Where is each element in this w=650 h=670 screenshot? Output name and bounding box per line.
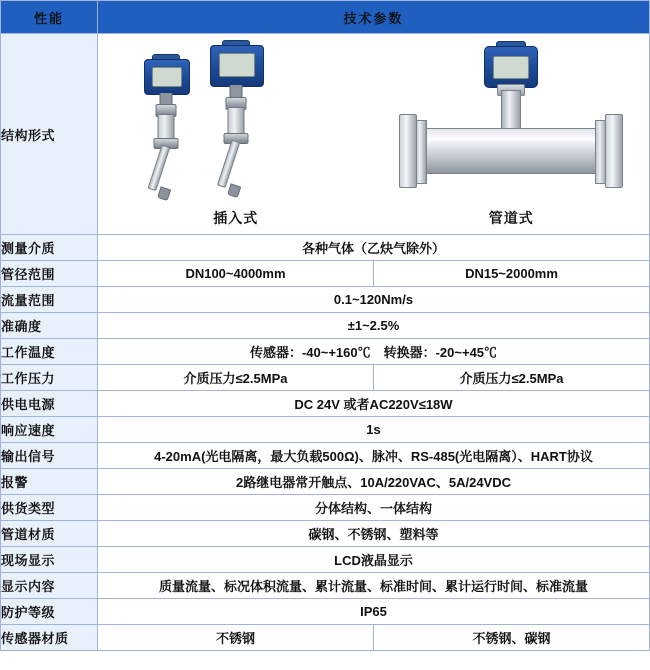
table-row-structure (1, 34, 650, 235)
insertion-type-figure (98, 34, 374, 234)
row-value-accuracy: ±1~2.5% (98, 313, 650, 339)
row-value-sensor-material-right: 不锈钢、碳钢 (374, 625, 650, 651)
header-technical-parameters: 技术参数 (98, 1, 650, 34)
row-label-pipe-diameter: 管径范围 (1, 261, 98, 287)
insertion-probe-1-icon (136, 52, 196, 202)
table-row (1, 261, 650, 287)
table-row (1, 235, 650, 261)
table-row (1, 417, 650, 443)
table-body (1, 1, 650, 651)
table-row (1, 521, 650, 547)
table-row (1, 625, 650, 651)
pipe-flowmeter-icon (391, 40, 631, 200)
row-label-supply-type: 供货类型 (1, 495, 98, 521)
row-value-protection-grade: IP65 (98, 599, 650, 625)
table-row (1, 339, 650, 365)
row-value-display-content: 质量流量、标况体积流量、累计流量、标准时间、累计运行时间、标准流量 (98, 573, 650, 599)
row-label-output-signal: 输出信号 (1, 443, 98, 469)
table-row (1, 443, 650, 469)
row-label-working-temperature: 工作温度 (1, 339, 98, 365)
row-label-sensor-material: 传感器材质 (1, 625, 98, 651)
row-label-flow-range: 流量范围 (1, 287, 98, 313)
table-row (1, 495, 650, 521)
table-row (1, 365, 650, 391)
row-value-sensor-material-left: 不锈钢 (98, 625, 374, 651)
row-value-supply-type: 分体结构、一体结构 (98, 495, 650, 521)
row-value-flow-range: 0.1~120Nm/s (98, 287, 650, 313)
row-value-power-supply: DC 24V 或者AC220V≤18W (98, 391, 650, 417)
insertion-probe-2-icon (202, 40, 270, 202)
table-header-row (1, 1, 650, 34)
row-value-medium: 各种气体（乙炔气除外） (98, 235, 650, 261)
table-row (1, 547, 650, 573)
structure-images-cell (98, 34, 650, 235)
table-row (1, 469, 650, 495)
insertion-type-caption: 插入式 (213, 210, 259, 226)
row-value-output-signal: 4-20mA(光电隔离，最大负载500Ω)、脉冲、RS-485(光电隔离）、HART协议 (98, 443, 650, 469)
insertion-type-artwork (98, 40, 374, 208)
row-label-display-content: 显示内容 (1, 573, 98, 599)
row-value-working-temperature: 传感器：-40~+160℃ 转换器：-20~+45℃ (98, 339, 650, 365)
row-label-protection-grade: 防护等级 (1, 599, 98, 625)
table-row (1, 573, 650, 599)
row-value-pipe-material: 碳钢、不锈钢、塑料等 (98, 521, 650, 547)
table-row (1, 391, 650, 417)
table-row (1, 599, 650, 625)
row-label-medium: 测量介质 (1, 235, 98, 261)
row-value-alarm: 2路继电器常开触点、10A/220VAC、5A/24VDC (98, 469, 650, 495)
pipe-type-caption: 管道式 (488, 210, 534, 226)
header-performance: 性能 (1, 1, 98, 34)
row-label-working-pressure: 工作压力 (1, 365, 98, 391)
row-value-working-pressure-left: 介质压力≤2.5MPa (98, 365, 374, 391)
row-value-pipe-diameter-left: DN100~4000mm (98, 261, 374, 287)
structure-images (98, 34, 649, 234)
row-label-structure: 结构形式 (1, 34, 98, 235)
pipe-type-figure (374, 34, 650, 234)
row-value-local-display: LCD液晶显示 (98, 547, 650, 573)
table-row (1, 287, 650, 313)
row-label-pipe-material: 管道材质 (1, 521, 98, 547)
row-label-accuracy: 准确度 (1, 313, 98, 339)
row-value-response-speed: 1s (98, 417, 650, 443)
row-value-working-pressure-right: 介质压力≤2.5MPa (374, 365, 650, 391)
table-row (1, 313, 650, 339)
row-label-local-display: 现场显示 (1, 547, 98, 573)
row-label-power-supply: 供电电源 (1, 391, 98, 417)
row-value-pipe-diameter-right: DN15~2000mm (374, 261, 650, 287)
pipe-type-artwork (374, 40, 650, 208)
row-label-alarm: 报警 (1, 469, 98, 495)
row-label-response-speed: 响应速度 (1, 417, 98, 443)
